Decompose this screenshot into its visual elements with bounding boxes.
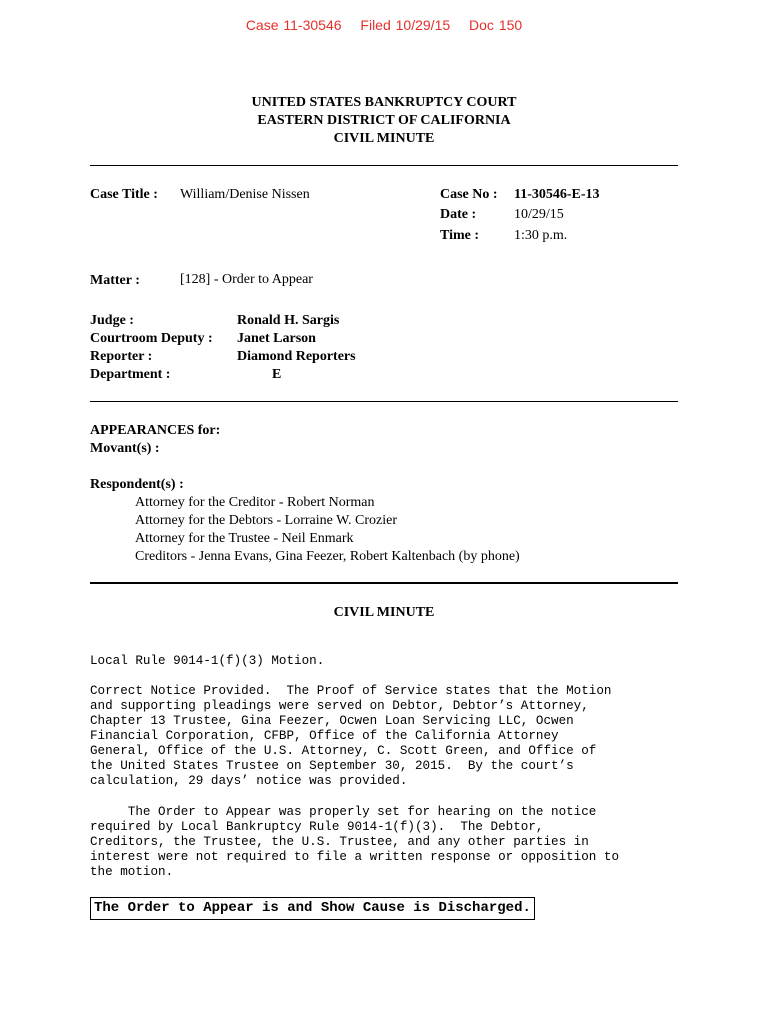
- date-label: Date :: [440, 207, 477, 222]
- document-type: CIVIL MINUTE: [333, 131, 435, 146]
- minute-heading: CIVIL MINUTE: [333, 605, 435, 620]
- appearances-heading: APPEARANCES for:: [90, 423, 221, 438]
- movant-label: Movant(s) :: [90, 441, 160, 456]
- department-value: E: [272, 367, 282, 382]
- court-name: UNITED STATES BANKRUPTCY COURT: [251, 95, 517, 110]
- order-line: the motion.: [90, 865, 174, 879]
- case-title-value: William/Denise Nissen: [180, 187, 310, 202]
- respondent-item: Attorney for the Creditor - Robert Norman: [135, 495, 375, 510]
- department-label: Department :: [90, 367, 171, 382]
- stamp-case-number: Case 11-30546: [245, 17, 342, 33]
- notice-line: and supporting pleadings were served on Debtor, Debtor’s Attorney,: [90, 699, 589, 713]
- respondent-item: Attorney for the Trustee - Neil Enmark: [135, 531, 354, 546]
- district-name: EASTERN DISTRICT OF CALIFORNIA: [257, 113, 511, 128]
- reporter-label: Reporter :: [90, 349, 153, 364]
- notice-line: calculation, 29 days’ notice was provided.: [90, 774, 408, 788]
- stamp-filed-date: Filed 10/29/15: [360, 17, 451, 33]
- respondent-label: Respondent(s) :: [90, 477, 184, 492]
- case-title-label: Case Title :: [90, 187, 158, 202]
- discharged-notice: The Order to Appear is and Show Cause is Discharged.: [90, 897, 535, 920]
- case-no-label: Case No :: [440, 187, 498, 202]
- matter-label: Matter :: [90, 273, 140, 288]
- notice-line: Financial Corporation, CFBP, Office of the California Attorney: [90, 729, 559, 743]
- notice-line: Chapter 13 Trustee, Gina Feezer, Ocwen Loan Servicing LLC, Ocwen: [90, 714, 574, 728]
- local-rule-line: Local Rule 9014-1(f)(3) Motion.: [90, 654, 325, 668]
- respondent-item: Creditors - Jenna Evans, Gina Feezer, Robert Kaltenbach (by phone): [135, 549, 520, 564]
- divider-thick: [90, 582, 678, 584]
- judge-label: Judge :: [90, 313, 134, 328]
- deputy-label: Courtroom Deputy :: [90, 331, 213, 346]
- matter-value: [128] - Order to Appear: [180, 272, 313, 287]
- stamp-doc-number: Doc 150: [469, 17, 523, 33]
- notice-line: Correct Notice Provided. The Proof of Service states that the Motion: [90, 684, 612, 698]
- time-label: Time :: [440, 228, 480, 243]
- reporter-value: Diamond Reporters: [237, 349, 356, 364]
- order-line: interest were not required to file a written response or opposition to: [90, 850, 620, 864]
- notice-line: General, Office of the U.S. Attorney, C. Scott Green, and Office of: [90, 744, 597, 758]
- notice-line: the United States Trustee on September 30, 2015. By the court’s: [90, 759, 574, 773]
- filing-stamp: [0, 17, 768, 33]
- case-no-value: 11-30546-E-13: [514, 187, 600, 202]
- order-line: required by Local Bankruptcy Rule 9014-1(f)(3). The Debtor,: [90, 820, 544, 834]
- time-value: 1:30 p.m.: [514, 228, 568, 243]
- divider: [90, 401, 678, 402]
- order-line: The Order to Appear was properly set for hearing on the notice: [90, 805, 597, 819]
- date-value: 10/29/15: [514, 207, 564, 222]
- divider: [90, 165, 678, 166]
- deputy-value: Janet Larson: [237, 331, 316, 346]
- order-line: Creditors, the Trustee, the U.S. Trustee, and any other parties in: [90, 835, 589, 849]
- respondent-item: Attorney for the Debtors - Lorraine W. Crozier: [135, 513, 398, 528]
- judge-value: Ronald H. Sargis: [237, 313, 340, 328]
